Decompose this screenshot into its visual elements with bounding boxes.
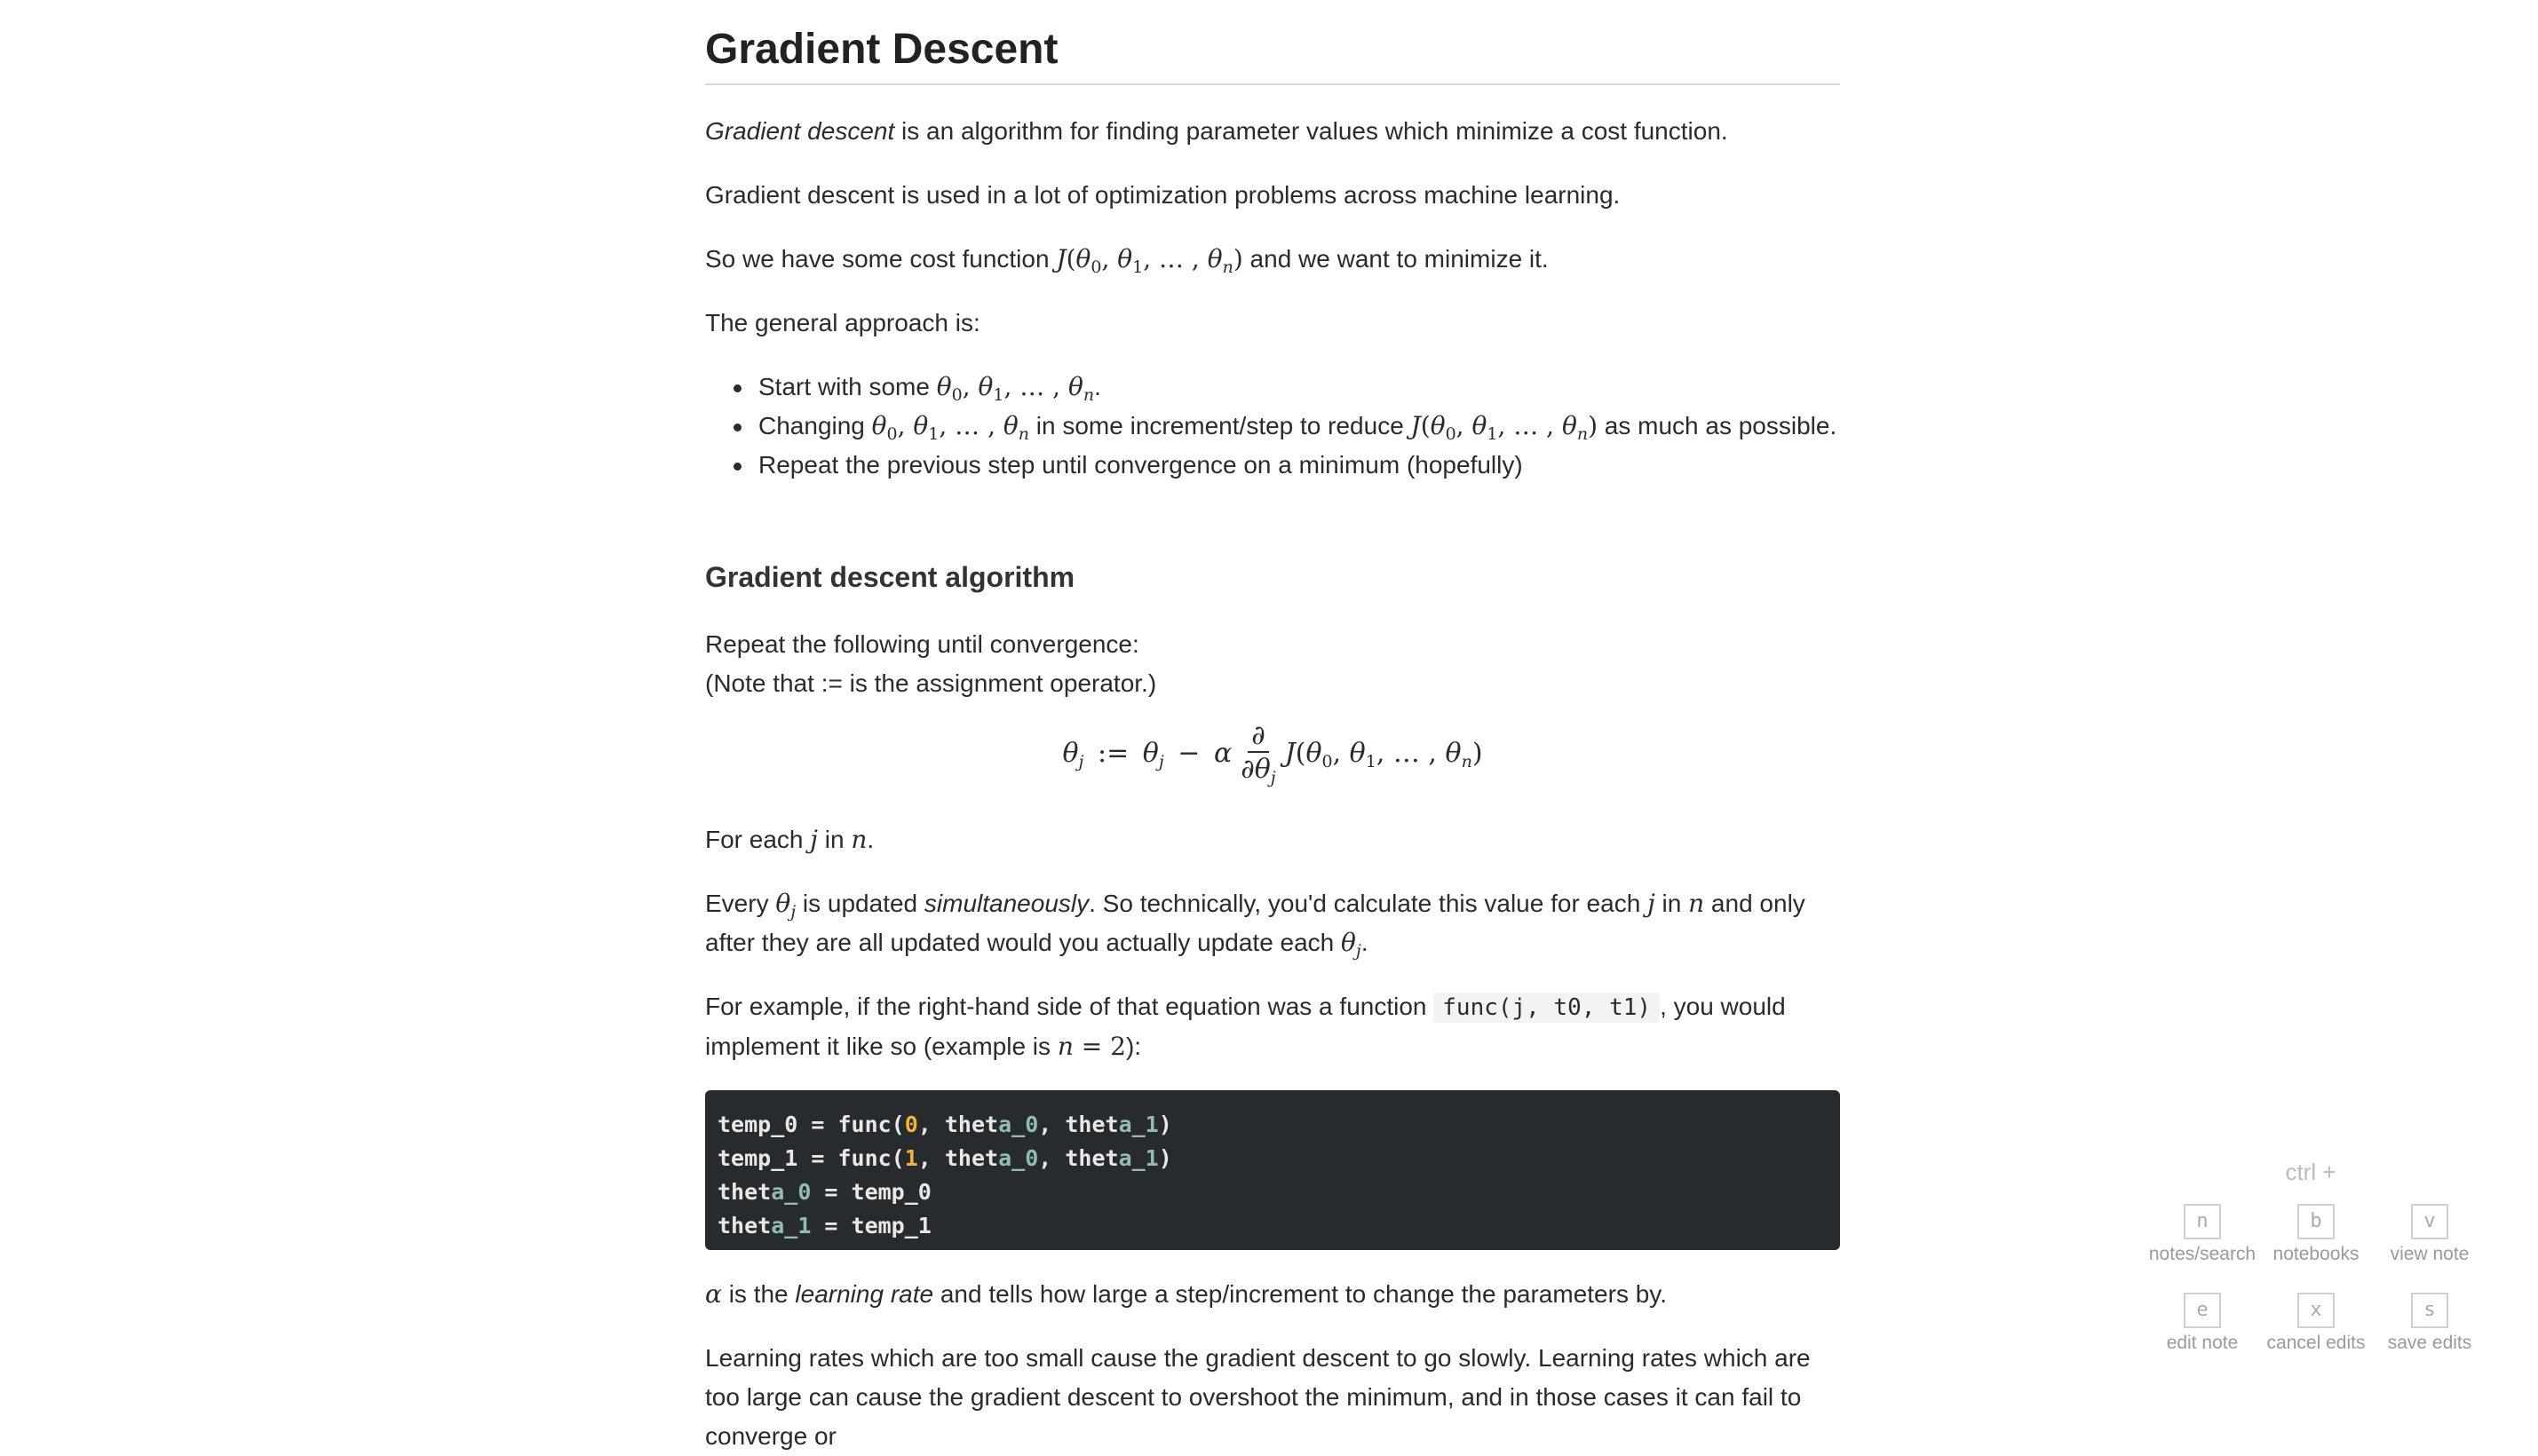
- inline-code: func(j, t0, t1): [1433, 993, 1660, 1023]
- shortcut-key[interactable]: n: [2184, 1204, 2221, 1239]
- paragraph-cost-function: So we have some cost function $J(\theta_0$, $\theta_1$, … , $\theta_n$) and we want to minimize it.: [705, 244, 1549, 277]
- code-block: [705, 1090, 1840, 1250]
- shortcut-save-edits[interactable]: s save edits: [2367, 1293, 2492, 1358]
- paragraph-for-each: For each j in n.: [705, 825, 875, 854]
- shortcut-key[interactable]: b: [2297, 1204, 2335, 1239]
- update-rule-formula: $\theta_j$ := $\theta_j$ − α $\frac{\partial}{\partial\theta_j}$ $J(\theta_0$, $\theta_1$, … , $\theta_n$): [1062, 720, 1483, 787]
- list-item: Start with some $\theta_0$, $\theta_1$, … , $\theta_n$.: [705, 368, 1836, 407]
- page-title: Gradient Descent: [705, 0, 1840, 85]
- keyboard-shortcuts-panel: [2140, 1154, 2513, 1385]
- shortcut-notebooks[interactable]: b notebooks: [2254, 1204, 2378, 1270]
- paragraph-example: For example, if the right-hand side of that equation was a function func(j, t0, t1) , you would implement it like so (example is n = 2):: [705, 993, 1786, 1061]
- shortcut-key[interactable]: s: [2411, 1293, 2448, 1328]
- code-line: temp_0 = func(0, theta_0, theta_1): [718, 1112, 1172, 1137]
- paragraph-repeat: Repeat the following until convergence: (Note that := is the assignment operator.): [705, 630, 1157, 697]
- shortcut-notes-search[interactable]: n notes/search: [2140, 1204, 2264, 1270]
- section-heading: Gradient descent algorithm: [705, 561, 1075, 593]
- shortcut-key[interactable]: x: [2297, 1293, 2335, 1328]
- shortcut-view-note[interactable]: v view note: [2367, 1204, 2492, 1270]
- shortcut-modifier: ctrl +: [2285, 1159, 2336, 1185]
- code-line: theta_0 = temp_0: [718, 1179, 932, 1205]
- note-content: [705, 0, 1840, 1450]
- paragraph-simultaneous: Every $\theta_j$ is updated simultaneously. So technically, you'd calculate this value for each j in n and only after they are all updated would you actually update each $\theta_j$.: [705, 889, 1805, 961]
- shortcut-key[interactable]: e: [2184, 1293, 2221, 1328]
- intro-term: Gradient descent: [705, 117, 895, 145]
- math-cost-function: $J(\theta_0$, $\theta_1$, … , $\theta_n$): [1056, 244, 1243, 277]
- paragraph-learning-rates: Learning rates which are too small cause the gradient descent to go slowly. Learning rates which are too large can cause the gradient descent to overshoot the minimum, and in those cases it can fail to converge or: [705, 1344, 1811, 1450]
- shortcut-cancel-edits[interactable]: x cancel edits: [2254, 1293, 2378, 1358]
- shortcut-key[interactable]: v: [2411, 1204, 2448, 1239]
- shortcut-edit-note[interactable]: e edit note: [2140, 1293, 2264, 1358]
- paragraph-learning-rate: α is the learning rate and tells how large a step/increment to change the parameters by.: [705, 1279, 1668, 1309]
- list-item: Repeat the previous step until convergence on a minimum (hopefully): [705, 446, 1836, 485]
- paragraph-usage: Gradient descent is used in a lot of optimization problems across machine learning.: [705, 181, 1621, 209]
- list-item: Changing $\theta_0$, $\theta_1$, … , $\theta_n$ in some increment/step to reduce $J(\theta_0$, $\theta_1$, … , $\theta_n$) as much as possible.: [705, 407, 1836, 446]
- code-line: theta_1 = temp_1: [718, 1213, 932, 1238]
- paragraph-approach: The general approach is:: [705, 309, 980, 336]
- intro-paragraph: Gradient descent is an algorithm for finding parameter values which minimize a cost function.: [705, 117, 1728, 145]
- approach-list: [705, 368, 1836, 485]
- code-line: temp_1 = func(1, theta_0, theta_1): [718, 1145, 1172, 1171]
